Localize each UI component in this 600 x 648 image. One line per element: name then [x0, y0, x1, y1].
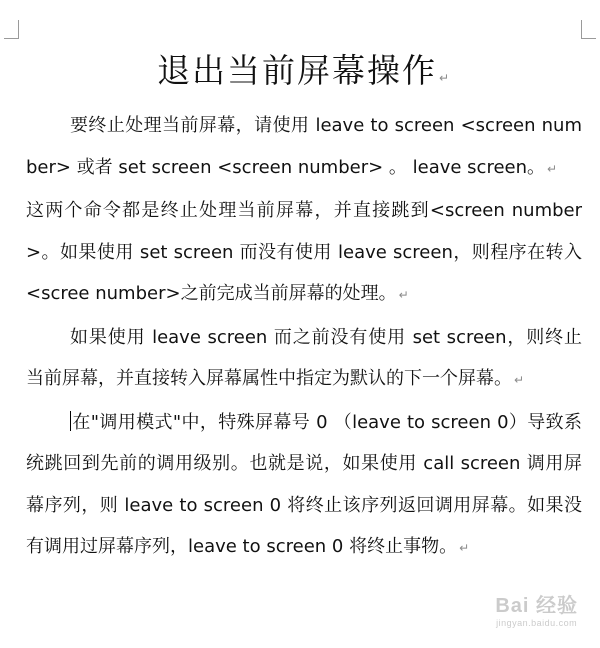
paragraph-mark-icon: ↵ — [438, 71, 452, 85]
paragraph-2 — [26, 190, 582, 317]
paragraph-4-text: 在"调用模式"中，特殊屏幕号 0 （leave to screen 0）导致系统跳回到先前的调用级别。也就是说，如果使用 call screen 调用屏幕序列，则 leave to screen 0 将终止该序列返回调用屏幕。如果没有调用过屏幕序列，leave to screen 0 将终止事物。 — [26, 411, 582, 557]
text-cursor — [70, 411, 71, 431]
paragraph-mark-icon: ↵ — [459, 541, 470, 555]
document-title — [26, 48, 582, 101]
document-page — [26, 48, 582, 570]
paragraph-3 — [26, 317, 582, 402]
baidu-jingyan-watermark — [495, 589, 578, 628]
title-text: 退出当前屏幕操作 — [156, 51, 437, 90]
page-corner-mark-top-right — [581, 20, 596, 39]
paragraph-3-text: 如果使用 leave screen 而之前没有使用 set screen，则终止当前屏幕，并直接转入屏幕属性中指定为默认的下一个屏幕。 — [26, 326, 582, 389]
paragraph-mark-icon: ↵ — [547, 161, 558, 176]
watermark-url: jingyan.baidu.com — [496, 618, 578, 628]
paragraph-mark-icon: ↵ — [398, 288, 409, 302]
paragraph-2-text: 这两个命令都是终止处理当前屏幕，并直接跳到<screen number>。如果使用 set screen 而没有使用 leave screen，则程序在转入<scree number>之前完成当前屏幕的处理。 — [26, 200, 582, 304]
watermark-logo: Bai 经验 — [495, 595, 578, 617]
paragraph-1 — [26, 105, 582, 190]
paragraph-1-text: 要终止处理当前屏幕，请使用 leave to screen <screen number> 或者 set screen <screen number> 。 leave screen。 — [26, 115, 582, 178]
paragraph-mark-icon: ↵ — [514, 373, 525, 387]
page-corner-mark-top-left — [4, 20, 19, 39]
paragraph-4[interactable] — [26, 402, 582, 570]
